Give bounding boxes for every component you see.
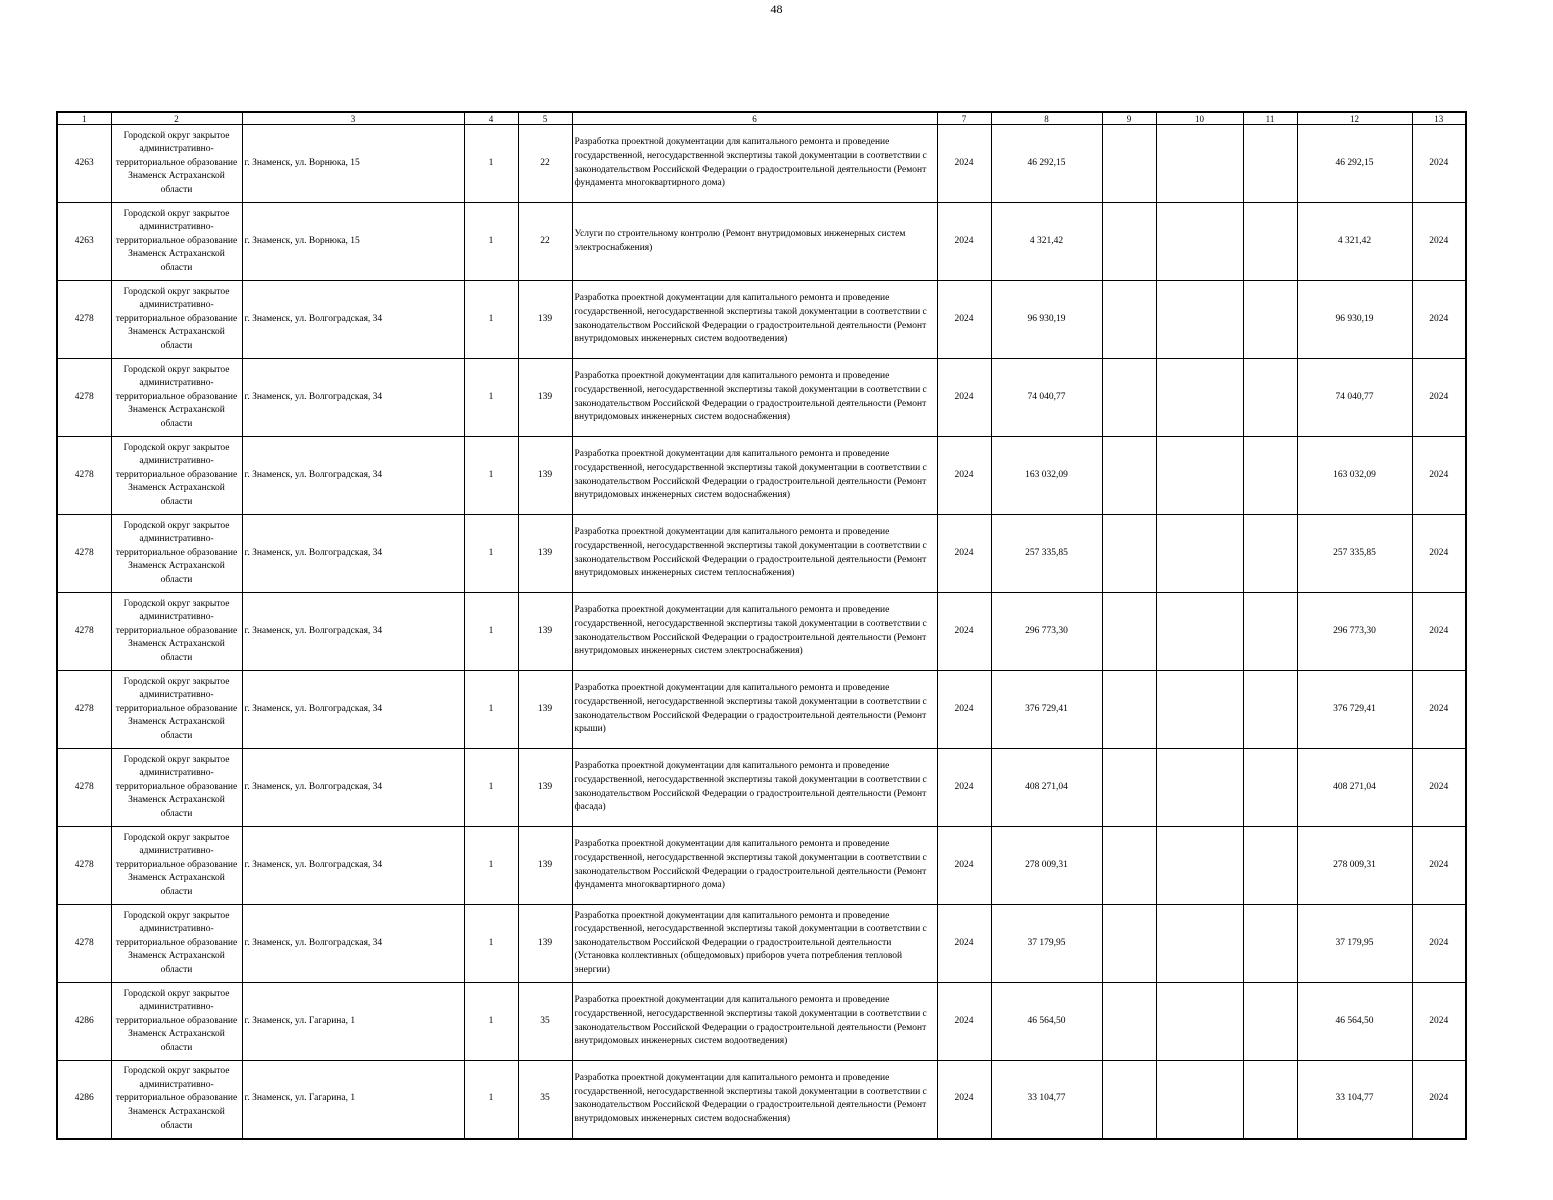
col4-cell: 1 (464, 515, 518, 593)
cost-cell: 257 335,85 (991, 515, 1102, 593)
col9-cell (1102, 905, 1156, 983)
col4-cell: 1 (464, 749, 518, 827)
table-row (57, 1061, 1466, 1139)
col11-cell (1243, 593, 1297, 671)
col5-cell: 139 (518, 749, 572, 827)
column-header: 5 (518, 112, 572, 125)
year-cell: 2024 (937, 983, 991, 1061)
municipality-cell: Городской округ закрытое административно-территориальное образование Знаменск Астраханской области (111, 437, 242, 515)
end-year-cell: 2024 (1412, 983, 1466, 1061)
municipality-cell: Городской округ закрытое административно-территориальное образование Знаменск Астраханской области (111, 359, 242, 437)
table-row (57, 749, 1466, 827)
column-header: 1 (57, 112, 111, 125)
col11-cell (1243, 1061, 1297, 1139)
column-header: 4 (464, 112, 518, 125)
col9-cell (1102, 359, 1156, 437)
col5-cell: 139 (518, 671, 572, 749)
address-cell: г. Знаменск, ул. Гагарина, 1 (242, 983, 464, 1061)
house-id-cell: 4278 (57, 515, 111, 593)
col11-cell (1243, 749, 1297, 827)
col5-cell: 35 (518, 983, 572, 1061)
col9-cell (1102, 827, 1156, 905)
end-year-cell: 2024 (1412, 281, 1466, 359)
col11-cell (1243, 281, 1297, 359)
house-id-cell: 4278 (57, 593, 111, 671)
col10-cell (1156, 437, 1243, 515)
col5-cell: 22 (518, 125, 572, 203)
end-year-cell: 2024 (1412, 359, 1466, 437)
year-cell: 2024 (937, 437, 991, 515)
total-cost-cell: 74 040,77 (1297, 359, 1412, 437)
cost-cell: 408 271,04 (991, 749, 1102, 827)
address-cell: г. Знаменск, ул. Волгоградская, 34 (242, 281, 464, 359)
house-id-cell: 4278 (57, 749, 111, 827)
address-cell: г. Знаменск, ул. Волгоградская, 34 (242, 905, 464, 983)
cost-cell: 37 179,95 (991, 905, 1102, 983)
col9-cell (1102, 983, 1156, 1061)
house-id-cell: 4278 (57, 281, 111, 359)
work-description-cell: Разработка проектной документации для капитального ремонта и проведение государственной, негосударственной экспертизы такой документации в соответствии с законодательством Российской Федерации о градостроительной деятельности (Ремонт внутридомовых инженерных систем водоснабжения) (572, 437, 937, 515)
page-number: 48 (770, 2, 783, 16)
total-cost-cell: 4 321,42 (1297, 203, 1412, 281)
work-description-cell: Разработка проектной документации для капитального ремонта и проведение государственной, негосударственной экспертизы такой документации в соответствии с законодательством Российской Федерации о градостроительной деятельности (Установка коллективных (общедомовых) приборов учета потребления тепловой энергии) (572, 905, 937, 983)
col10-cell (1156, 203, 1243, 281)
work-description-cell: Разработка проектной документации для капитального ремонта и проведение государственной, негосударственной экспертизы такой документации в соответствии с законодательством Российской Федерации о градостроительной деятельности (Ремонт фундамента многоквартирного дома) (572, 125, 937, 203)
municipality-cell: Городской округ закрытое административно-территориальное образование Знаменск Астраханской области (111, 1061, 242, 1139)
year-cell: 2024 (937, 359, 991, 437)
table-row (57, 281, 1466, 359)
municipality-cell: Городской округ закрытое административно-территориальное образование Знаменск Астраханской области (111, 125, 242, 203)
col10-cell (1156, 281, 1243, 359)
table-row (57, 593, 1466, 671)
column-header: 10 (1156, 112, 1243, 125)
municipality-cell: Городской округ закрытое административно-территориальное образование Знаменск Астраханской области (111, 515, 242, 593)
cost-cell: 33 104,77 (991, 1061, 1102, 1139)
end-year-cell: 2024 (1412, 593, 1466, 671)
col11-cell (1243, 905, 1297, 983)
cost-cell: 163 032,09 (991, 437, 1102, 515)
col5-cell: 139 (518, 281, 572, 359)
municipality-cell: Городской округ закрытое административно-территориальное образование Знаменск Астраханской области (111, 905, 242, 983)
cost-cell: 296 773,30 (991, 593, 1102, 671)
table-row (57, 359, 1466, 437)
column-header: 13 (1412, 112, 1466, 125)
total-cost-cell: 96 930,19 (1297, 281, 1412, 359)
col4-cell: 1 (464, 593, 518, 671)
work-description-cell: Разработка проектной документации для капитального ремонта и проведение государственной, негосударственной экспертизы такой документации в соответствии с законодательством Российской Федерации о градостроительной деятельности (Ремонт внутридомовых инженерных систем водоснабжения) (572, 1061, 937, 1139)
table-row (57, 125, 1466, 203)
house-id-cell: 4278 (57, 827, 111, 905)
col10-cell (1156, 1061, 1243, 1139)
work-description-cell: Разработка проектной документации для капитального ремонта и проведение государственной, негосударственной экспертизы такой документации в соответствии с законодательством Российской Федерации о градостроительной деятельности (Ремонт внутридомовых инженерных систем теплоснабжения) (572, 515, 937, 593)
cost-cell: 96 930,19 (991, 281, 1102, 359)
year-cell: 2024 (937, 827, 991, 905)
municipality-cell: Городской округ закрытое административно-территориальное образование Знаменск Астраханской области (111, 281, 242, 359)
col9-cell (1102, 593, 1156, 671)
column-header: 7 (937, 112, 991, 125)
end-year-cell: 2024 (1412, 749, 1466, 827)
house-id-cell: 4286 (57, 1061, 111, 1139)
address-cell: г. Знаменск, ул. Волгоградская, 34 (242, 671, 464, 749)
total-cost-cell: 37 179,95 (1297, 905, 1412, 983)
col4-cell: 1 (464, 203, 518, 281)
year-cell: 2024 (937, 125, 991, 203)
total-cost-cell: 376 729,41 (1297, 671, 1412, 749)
house-id-cell: 4278 (57, 359, 111, 437)
total-cost-cell: 296 773,30 (1297, 593, 1412, 671)
col10-cell (1156, 905, 1243, 983)
address-cell: г. Знаменск, ул. Ворнюка, 15 (242, 125, 464, 203)
work-description-cell: Услуги по строительному контролю (Ремонт внутридомовых инженерных систем электроснабжения) (572, 203, 937, 281)
col5-cell: 35 (518, 1061, 572, 1139)
address-cell: г. Знаменск, ул. Волгоградская, 34 (242, 827, 464, 905)
column-header: 6 (572, 112, 937, 125)
house-id-cell: 4278 (57, 671, 111, 749)
municipality-cell: Городской округ закрытое административно-территориальное образование Знаменск Астраханской области (111, 203, 242, 281)
cost-cell: 4 321,42 (991, 203, 1102, 281)
year-cell: 2024 (937, 515, 991, 593)
cost-cell: 46 292,15 (991, 125, 1102, 203)
col10-cell (1156, 827, 1243, 905)
col4-cell: 1 (464, 1061, 518, 1139)
cost-cell: 278 009,31 (991, 827, 1102, 905)
col9-cell (1102, 515, 1156, 593)
municipality-cell: Городской округ закрытое административно-территориальное образование Знаменск Астраханской области (111, 671, 242, 749)
col4-cell: 1 (464, 359, 518, 437)
table-row (57, 827, 1466, 905)
year-cell: 2024 (937, 1061, 991, 1139)
col4-cell: 1 (464, 905, 518, 983)
cost-cell: 74 040,77 (991, 359, 1102, 437)
end-year-cell: 2024 (1412, 515, 1466, 593)
col10-cell (1156, 749, 1243, 827)
address-cell: г. Знаменск, ул. Волгоградская, 34 (242, 359, 464, 437)
col4-cell: 1 (464, 125, 518, 203)
house-id-cell: 4278 (57, 437, 111, 515)
col5-cell: 139 (518, 359, 572, 437)
work-description-cell: Разработка проектной документации для капитального ремонта и проведение государственной, негосударственной экспертизы такой документации в соответствии с законодательством Российской Федерации о градостроительной деятельности (Ремонт фасада) (572, 749, 937, 827)
municipality-cell: Городской округ закрытое административно-территориальное образование Знаменск Астраханской области (111, 749, 242, 827)
col9-cell (1102, 203, 1156, 281)
year-cell: 2024 (937, 203, 991, 281)
col10-cell (1156, 125, 1243, 203)
end-year-cell: 2024 (1412, 671, 1466, 749)
table-row (57, 671, 1466, 749)
year-cell: 2024 (937, 281, 991, 359)
column-number-row (57, 112, 1466, 125)
end-year-cell: 2024 (1412, 827, 1466, 905)
col9-cell (1102, 281, 1156, 359)
total-cost-cell: 278 009,31 (1297, 827, 1412, 905)
col10-cell (1156, 515, 1243, 593)
municipality-cell: Городской округ закрытое административно-территориальное образование Знаменск Астраханской области (111, 827, 242, 905)
col9-cell (1102, 671, 1156, 749)
col11-cell (1243, 359, 1297, 437)
year-cell: 2024 (937, 671, 991, 749)
house-id-cell: 4286 (57, 983, 111, 1061)
col5-cell: 139 (518, 827, 572, 905)
municipality-cell: Городской округ закрытое административно-территориальное образование Знаменск Астраханской области (111, 593, 242, 671)
register-body (57, 125, 1466, 1139)
col11-cell (1243, 437, 1297, 515)
table-row (57, 437, 1466, 515)
col9-cell (1102, 749, 1156, 827)
cost-cell: 376 729,41 (991, 671, 1102, 749)
col5-cell: 139 (518, 437, 572, 515)
end-year-cell: 2024 (1412, 905, 1466, 983)
col9-cell (1102, 1061, 1156, 1139)
year-cell: 2024 (937, 749, 991, 827)
address-cell: г. Знаменск, ул. Волгоградская, 34 (242, 749, 464, 827)
total-cost-cell: 257 335,85 (1297, 515, 1412, 593)
work-description-cell: Разработка проектной документации для капитального ремонта и проведение государственной, негосударственной экспертизы такой документации в соответствии с законодательством Российской Федерации о градостроительной деятельности (Ремонт внутридомовых инженерных систем электроснабжения) (572, 593, 937, 671)
col4-cell: 1 (464, 827, 518, 905)
col9-cell (1102, 125, 1156, 203)
end-year-cell: 2024 (1412, 1061, 1466, 1139)
col11-cell (1243, 983, 1297, 1061)
col10-cell (1156, 671, 1243, 749)
column-header: 8 (991, 112, 1102, 125)
end-year-cell: 2024 (1412, 437, 1466, 515)
col11-cell (1243, 827, 1297, 905)
column-header: 12 (1297, 112, 1412, 125)
total-cost-cell: 46 564,50 (1297, 983, 1412, 1061)
col4-cell: 1 (464, 281, 518, 359)
col5-cell: 139 (518, 593, 572, 671)
col4-cell: 1 (464, 437, 518, 515)
total-cost-cell: 408 271,04 (1297, 749, 1412, 827)
col10-cell (1156, 359, 1243, 437)
total-cost-cell: 33 104,77 (1297, 1061, 1412, 1139)
address-cell: г. Знаменск, ул. Волгоградская, 34 (242, 437, 464, 515)
table-row (57, 203, 1466, 281)
col10-cell (1156, 983, 1243, 1061)
address-cell: г. Знаменск, ул. Ворнюка, 15 (242, 203, 464, 281)
col11-cell (1243, 515, 1297, 593)
total-cost-cell: 46 292,15 (1297, 125, 1412, 203)
year-cell: 2024 (937, 905, 991, 983)
work-description-cell: Разработка проектной документации для капитального ремонта и проведение государственной, негосударственной экспертизы такой документации в соответствии с законодательством Российской Федерации о градостроительной деятельности (Ремонт внутридомовых инженерных систем водоотведения) (572, 983, 937, 1061)
column-header: 2 (111, 112, 242, 125)
col10-cell (1156, 593, 1243, 671)
table-row (57, 515, 1466, 593)
work-description-cell: Разработка проектной документации для капитального ремонта и проведение государственной, негосударственной экспертизы такой документации в соответствии с законодательством Российской Федерации о градостроительной деятельности (Ремонт внутридомовых инженерных систем водоотведения) (572, 281, 937, 359)
col5-cell: 22 (518, 203, 572, 281)
repair-register-table (56, 111, 1467, 1140)
address-cell: г. Знаменск, ул. Волгоградская, 34 (242, 593, 464, 671)
col4-cell: 1 (464, 671, 518, 749)
municipality-cell: Городской округ закрытое административно-территориальное образование Знаменск Астраханской области (111, 983, 242, 1061)
address-cell: г. Знаменск, ул. Гагарина, 1 (242, 1061, 464, 1139)
total-cost-cell: 163 032,09 (1297, 437, 1412, 515)
end-year-cell: 2024 (1412, 203, 1466, 281)
column-header: 11 (1243, 112, 1297, 125)
house-id-cell: 4263 (57, 125, 111, 203)
end-year-cell: 2024 (1412, 125, 1466, 203)
column-header: 3 (242, 112, 464, 125)
table-row (57, 983, 1466, 1061)
work-description-cell: Разработка проектной документации для капитального ремонта и проведение государственной, негосударственной экспертизы такой документации в соответствии с законодательством Российской Федерации о градостроительной деятельности (Ремонт фундамента многоквартирного дома) (572, 827, 937, 905)
cost-cell: 46 564,50 (991, 983, 1102, 1061)
house-id-cell: 4263 (57, 203, 111, 281)
address-cell: г. Знаменск, ул. Волгоградская, 34 (242, 515, 464, 593)
table-row (57, 905, 1466, 983)
house-id-cell: 4278 (57, 905, 111, 983)
col9-cell (1102, 437, 1156, 515)
col5-cell: 139 (518, 905, 572, 983)
col11-cell (1243, 203, 1297, 281)
column-header: 9 (1102, 112, 1156, 125)
work-description-cell: Разработка проектной документации для капитального ремонта и проведение государственной, негосударственной экспертизы такой документации в соответствии с законодательством Российской Федерации о градостроительной деятельности (Ремонт крыши) (572, 671, 937, 749)
col11-cell (1243, 125, 1297, 203)
year-cell: 2024 (937, 593, 991, 671)
col5-cell: 139 (518, 515, 572, 593)
col4-cell: 1 (464, 983, 518, 1061)
work-description-cell: Разработка проектной документации для капитального ремонта и проведение государственной, негосударственной экспертизы такой документации в соответствии с законодательством Российской Федерации о градостроительной деятельности (Ремонт внутридомовых инженерных систем водоснабжения) (572, 359, 937, 437)
col11-cell (1243, 671, 1297, 749)
